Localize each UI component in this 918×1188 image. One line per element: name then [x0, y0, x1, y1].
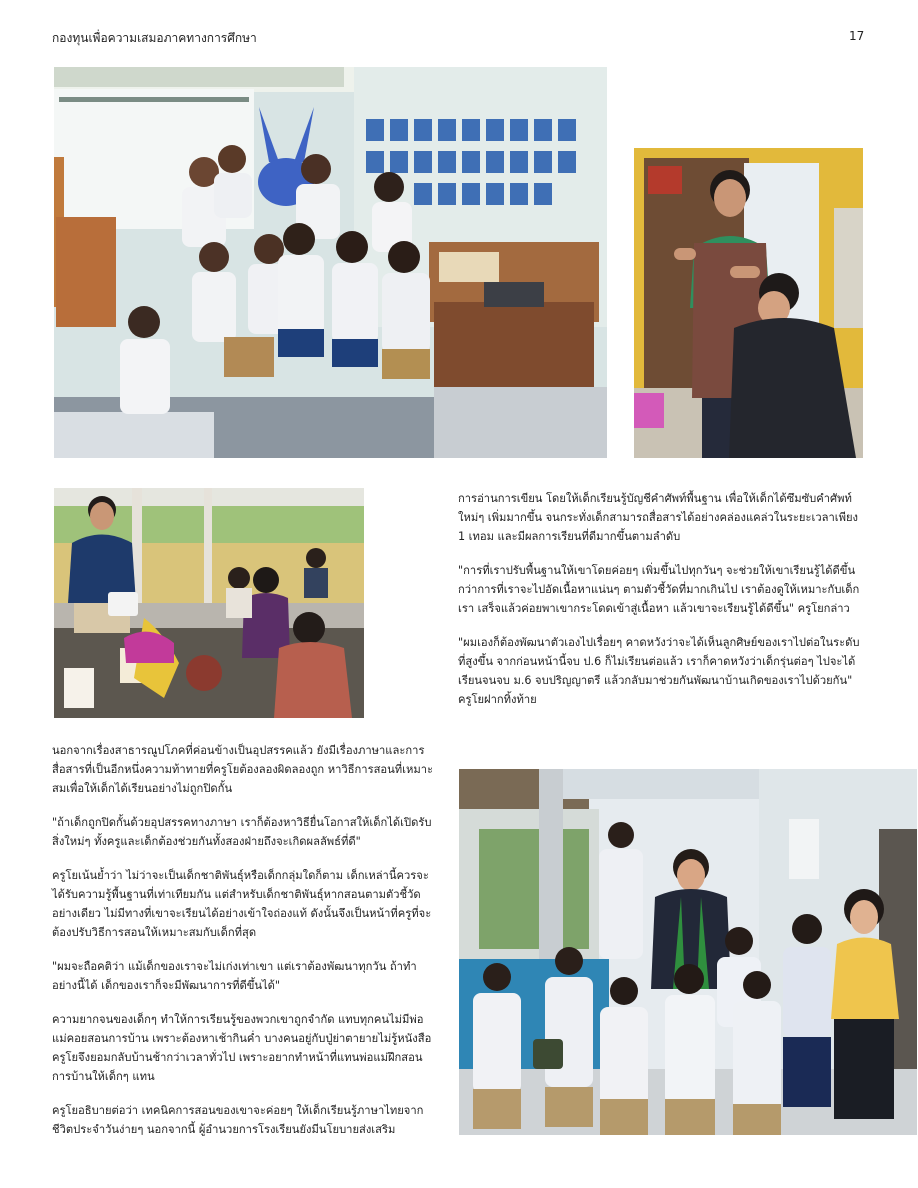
header-title: กองทุนเพื่อความเสมอภาคทางการศึกษา [52, 31, 257, 45]
paragraph: นอกจากเรื่องสาธารณูปโภคที่ค่อนข้างเป็นอุปสรรคแล้ว ยังมีเรื่องภาษาและการสื่อสารที่เป็นอีกหนึ่งความท้าทายที่ครูโยต้องลองผิดลองถูก หาวิธีการสอนที่เหมาะสมเพื่อให้เด็กได้เรียนอย่างไม่ถูกปิดกั้น [52, 744, 434, 795]
quote-paragraph: "ถ้าเด็กถูกปิดกั้นด้วยอุปสรรคทางภาษา เราก็ต้องหาวิธียื่นโอกาสให้เด็กได้เปิดรับสิ่งใหม่ๆ ทั้งครูและเด็กต้องช่วยกันทั้งสองฝ่ายถึงจะเกิดผลลัพธ์ที่ดี" [52, 816, 432, 848]
left-text-column [52, 741, 434, 1154]
page-number: 17 [849, 29, 865, 43]
community-meeting-photo [54, 488, 364, 718]
classroom-group-photo [54, 67, 607, 458]
paragraph: ครูโยเน้นย้ำว่า ไม่ว่าจะเป็นเด็กชาติพันธุ์หรือเด็กกลุ่มใดก็ตาม เด็กเหล่านี้ควรจะได้รับความรู้พื้นฐานที่เท่าเทียมกัน แต่สำหรับเด็กชาติพันธุ์หากสอนตามตัวชี้วัดอย่างเดียว ไม่มีทางที่เขาจะเรียนได้อย่างเข้าใจถ่องแท้ ดังนั้นจึงเป็นหน้าที่ครูที่จะต้องปรับวิธีการสอนให้เหมาะสมกับเด็กที่สุด [52, 869, 432, 939]
paragraph: ครูโยอธิบายต่อว่า เทคนิคการสอนของเขาจะค่อยๆ ให้เด็กเรียนรู้ภาษาไทยจากชีวิตประจำวันง่ายๆ นอกจากนี้ ผู้อำนวยการโรงเรียนยังมีนโยบายส่งเสริม [52, 1104, 424, 1136]
paragraph: การอ่านการเขียน โดยให้เด็กเรียนรู้บัญชีคำศัพท์พื้นฐาน เพื่อให้เด็กได้ซึมซับคำศัพท์ใหม่ๆ เพิ่มมากขึ้น จนกระทั่งเด็กสามารถสื่อสารได้อย่างคล่องแคล่วในระยะเวลาเพียง 1 เทอม และมีผลการเรียนที่ดีมากขึ้นตามลำดับ [458, 492, 858, 543]
teacher-haircut-photo [634, 148, 863, 458]
paragraph: ความยากจนของเด็กๆ ทำให้การเรียนรู้ของพวกเขาถูกจำกัด แทบทุกคนไม่มีพ่อแม่คอยสอนการบ้าน เพราะต้องหาเช้ากินค่ำ บางคนอยู่กับปู่ย่าตายายไม่รู้หนังสือ ครูโยจึงยอมกลับบ้านช้ากว่าเวลาทั่วไป เพราะอยากทำหน้าที่แทนพ่อแม่ฝึกสอนการบ้านให้เด็กๆ แทน [52, 1013, 432, 1083]
right-text-column [458, 489, 866, 724]
quote-paragraph: "ผมจะถือคติว่า แม้เด็กของเราจะไม่เก่งเท่าเขา แต่เราต้องพัฒนาทุกวัน ถ้าทำอย่างนี้ได้ เด็กของเราก็จะมีพัฒนาการที่ดีขึ้นได้" [52, 960, 417, 992]
quote-paragraph: "ผมเองก็ต้องพัฒนาตัวเองไปเรื่อยๆ คาดหวังว่าจะได้เห็นลูกศิษย์ของเราไปต่อในระดับที่สูงขึ้น จากก่อนหน้านี้จบ ป.6 ก็ไม่เรียนต่อแล้ว เราก็คาดหวังว่าเด็กรุ่นต่อๆ ไปจะได้เรียนจนจบ ม.6 จบปริญญาตรี แล้วกลับมาช่วยกันพัฒนาบ้านเกิดของเราไปด้วยกัน" ครูโยฝากทิ้งท้าย [458, 636, 860, 706]
quote-paragraph: "การที่เราปรับพื้นฐานให้เขาโดยค่อยๆ เพิ่มขึ้นไปทุกวันๆ จะช่วยให้เขาเรียนรู้ได้ดีขึ้นกว่าการที่เราจะไปอัดเนื้อหาแน่นๆ ตามตัวชี้วัดที่มากเกินไป เราต้องดูให้เหมาะกับเด็กเรา เสร็จแล้วค่อยพาเขากระโดดเข้าสู่เนื้อหา แล้วเขาจะเรียนรู้ได้ดีขึ้น" ครูโยกล่าว [458, 564, 860, 615]
school-group-photo [459, 769, 917, 1135]
